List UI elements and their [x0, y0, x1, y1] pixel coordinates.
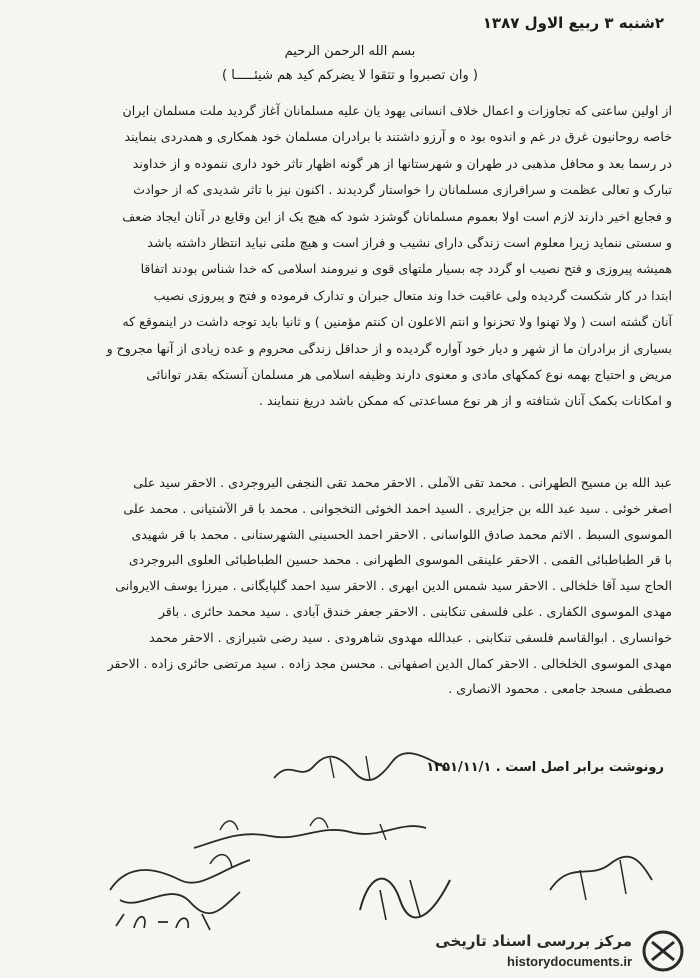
signatories-line: مصطفی مسجد جامعی . محمود الانصاری . — [448, 681, 672, 697]
body-line: ابتدا در کار شکست گردیده ولی عاقبت خدا وند متعال جبران و تدارک فرموده و فتح و پیروزی نصیب — [153, 287, 672, 303]
body-line: و سستی ننماید زیرا معلوم است زندگی دارای نشیب و فراز است و هیچ ملتی نباید انتظار داشته باشد — [147, 235, 672, 251]
bismillah: بسم الله الرحمن الرحیم — [284, 44, 416, 59]
document-date: ۲شنبه ۳ ربیع الاول ۱۳۸۷ — [482, 14, 664, 32]
body-line: و فجایع اخیر دارند لازم است اولا بعموم مسلمانان گوشزد شود که هیچ یک از این وقایع در آنان ایجاد ضعف — [122, 208, 672, 224]
signatories-line: مهدی الموسوی الکفاری . علی فلسفی تنکابنی . الاحقر جعفر خندق آبادی . سید محمد حائری . باقر — [158, 603, 672, 619]
watermark-url: historydocuments.ir — [507, 954, 632, 969]
archive-watermark — [430, 928, 692, 974]
signatories-line: عبد الله بن مسیح الطهرانی . محمد تقی الآملی . الاحقر محمد تقی النجفی البروجردی . الاحقر سید علی — [133, 475, 672, 490]
statement-body — [38, 98, 672, 415]
watermark-title: مرکز بررسی اسناد تاریخی — [435, 932, 632, 950]
signatories-line: مهدی الموسوی الخلخالی . الاحقر کمال الدین اصفهانی . محسن مجد زاده . سید مرتضی حائری زاده . الاحقر — [107, 655, 672, 671]
handwritten-signature — [270, 748, 450, 788]
body-line: از اولین ساعتی که تجاوزات و اعمال خلاف انسانی یهود یان علیه مسلمانان آغاز گردید ملت مسلمان ایران — [122, 103, 672, 118]
signatories-line: الحاج سید آقا خلخالی . الاحقر سید شمس الدین ابهری . الاحقر سید احمد گلپایگانی . میرزا یوسف الایروانی — [115, 578, 672, 594]
body-line: همیشه پیروزی و فتح نصیب او گردد چه بسیار ملتهای قوی و نیرومند اسلامی که خدا شناس بودند اتفاقا — [140, 261, 672, 277]
body-line: بسیاری از برادران ما از شهر و دیار خود آواره گردیده و از حداقل زندگی محروم و عده زیادی از آنها مجروح و — [106, 340, 672, 356]
signatories-line: الموسوی السبط . الاثم محمد صادق اللواسانی . الاحقر احمد الحسینی الشهرستانی . محمد با قر شهیدی — [131, 526, 672, 542]
signatories-list — [38, 470, 672, 702]
handwritten-signature — [540, 840, 660, 910]
signatories-line: اصغر خوئی . سید عبد الله بن جزایری . السید احمد الخوئی التخجوانی . محمد با قر الآشتیانی . محمد علی — [123, 500, 672, 516]
body-line: خاصه روحانیون غرق در غم و اندوه بود ه و آرزو داشتند با برادران مسلمان خود همکاری و همدردی بنمایند — [124, 129, 672, 145]
archive-logo-icon — [638, 930, 688, 972]
signatories-line: با قر الطباطبائی القمی . الاحقر علینقی الموسوی الطهرانی . محمد حسین الطباطبائی العلوی البروجردی — [128, 552, 672, 568]
handwritten-date — [110, 906, 230, 936]
body-line: و امکانات بکمک آنان شتافته و از هر نوع مساعدتی که ممکن باشد دریغ ننمایند . — [258, 393, 672, 409]
body-line: تبارک و تعالی عظمت و سرافرازی مسلمانان را خواستار گردیدند . اکنون نیز با تاثر شدیدی که از حوادث — [133, 182, 672, 198]
body-line: مریض و احتیاج بهمه نوع کمکهای مادی و معنوی دارند وظیفه اسلامی هر مسلمان آنستکه بقدر توانائی — [146, 367, 672, 383]
certification-note: رونوشت برابر اصل است . ۱۳۵۱/۱۱/۱ — [426, 760, 664, 775]
body-line: آنان گشته است ( ولا تهنوا ولا تحزنوا و انتم الاعلون ان کنتم مؤمنین ) و ثانیا باید توجه داشت در اینموقع که — [122, 314, 672, 330]
handwritten-signature — [350, 850, 470, 930]
opening-verse: ( وان تصبروا و تتقوا لا یضرکم کید هم شیئـــــا ) — [221, 68, 478, 83]
signatories-line: خوانساری . ابوالقاسم فلسفی تنکابنی . عبدالله مهدوی شاهرودی . سید رضی شیرازی . الاحقر محمد — [149, 629, 672, 645]
body-line: در رسما بعد و محافل مذهبی در طهران و شهرستانها از هر گونه اظهار تاثر خود داری ننموده و از خداوند — [132, 155, 672, 171]
